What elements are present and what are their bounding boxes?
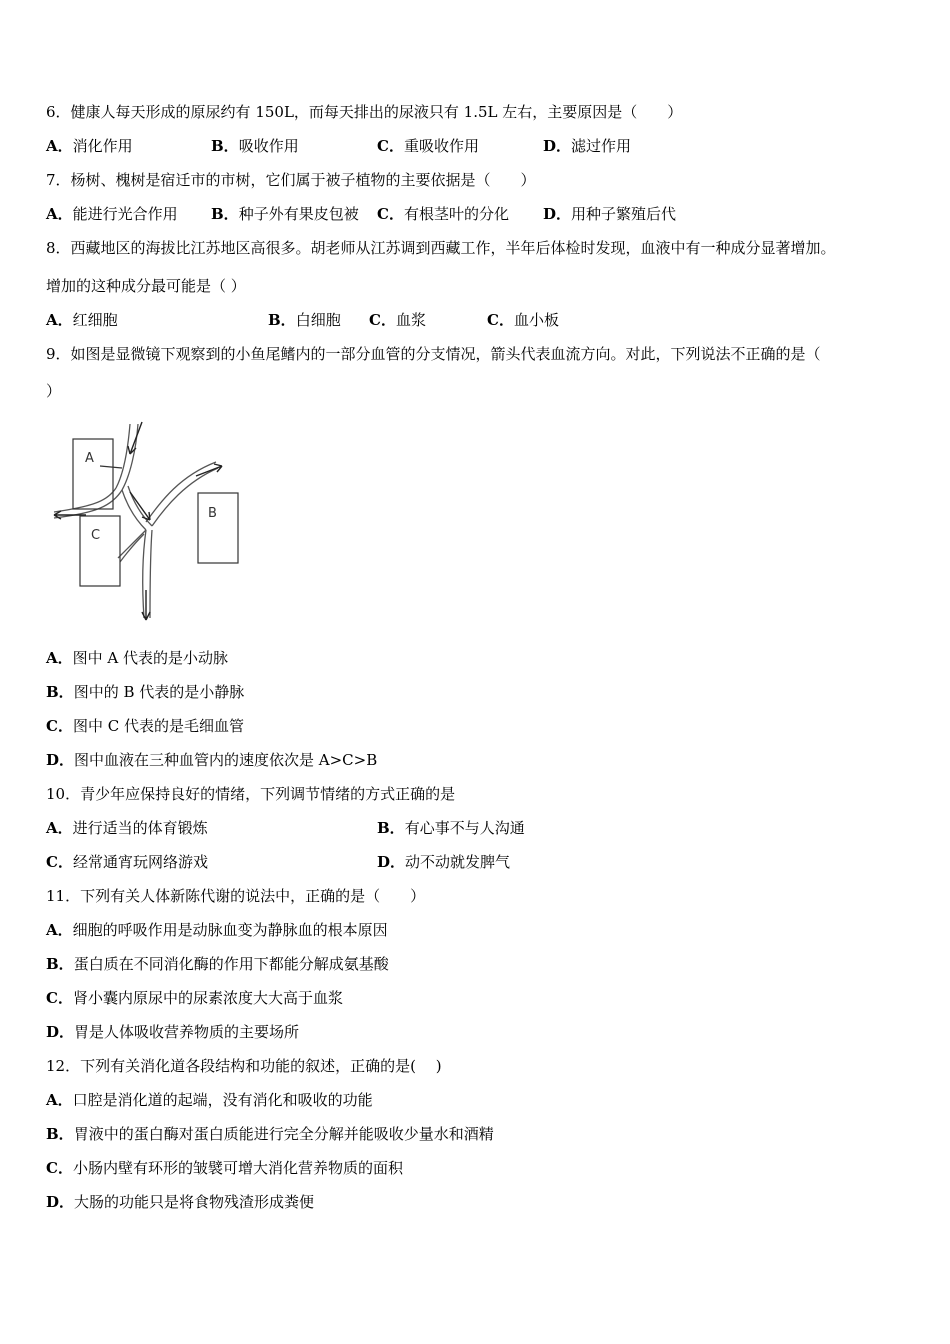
lower-left-branch-wall-2	[120, 534, 144, 562]
q8-option-a[interactable]	[46, 310, 118, 330]
question-9-stem-line-2: ）	[46, 382, 62, 400]
q11-option-d[interactable]	[46, 1022, 299, 1042]
q8-option-c[interactable]	[369, 310, 426, 330]
option-letter: A．	[46, 921, 73, 939]
option-text: 小肠内壁有环形的皱襞可增大消化营养物质的面积	[72, 1159, 403, 1177]
option-text: 大肠的功能只是将食物残渣形成粪便	[74, 1193, 315, 1211]
option-letter: C．	[46, 989, 73, 1007]
option-text: 血小板	[513, 311, 559, 329]
question-8-stem-line-1: 8．西藏地区的海拔比江苏地区高很多。胡老师从江苏调到西藏工作，半年后体检时发现，血液中有一种成分显著增加。	[46, 239, 836, 257]
label-c: C	[91, 528, 101, 543]
upper-vessel-right-wall	[122, 424, 138, 490]
q7-option-a[interactable]	[46, 204, 178, 224]
option-letter: D．	[377, 853, 406, 871]
question-8-stem-line-2: 增加的这种成分最可能是（ ）	[46, 277, 246, 295]
option-text: 进行适当的体育锻炼	[72, 819, 208, 837]
q9-option-c[interactable]	[46, 716, 244, 736]
option-letter: A．	[46, 137, 73, 155]
left-branch-top-wall	[54, 488, 116, 512]
q12-option-d[interactable]	[46, 1192, 314, 1212]
option-text: 图中 C 代表的是毛细血管	[72, 717, 244, 735]
question-10-stem: 10．青少年应保持良好的情绪，下列调节情绪的方式正确的是	[46, 785, 456, 803]
option-letter: B．	[211, 205, 239, 223]
q12-option-c[interactable]	[46, 1158, 403, 1178]
q9-option-a[interactable]	[46, 648, 228, 668]
q11-option-b[interactable]	[46, 954, 389, 974]
option-text: 蛋白质在不同消化酶的作用下都能分解成氨基酸	[73, 955, 389, 973]
lower-vessel-right-wall	[150, 530, 152, 618]
label-a: A	[85, 451, 94, 466]
q10-option-d[interactable]	[377, 852, 510, 872]
option-letter: A．	[46, 205, 73, 223]
option-text: 胃液中的蛋白酶对蛋白质能进行完全分解并能吸收少量水和酒精	[73, 1125, 494, 1143]
q6-option-c[interactable]	[377, 136, 479, 156]
question-7-stem: 7．杨树、槐树是宿迁市的市树，它们属于被子植物的主要依据是（ ）	[46, 171, 536, 189]
option-letter: B．	[377, 819, 405, 837]
q11-option-c[interactable]	[46, 988, 343, 1008]
option-letter: C．	[369, 311, 396, 329]
q7-option-c[interactable]	[377, 204, 509, 224]
q9-option-d[interactable]	[46, 750, 377, 770]
box-b	[198, 493, 238, 563]
option-text: 图中的 B 代表的是小静脉	[73, 683, 245, 701]
option-text: 经常通宵玩网络游戏	[72, 853, 208, 871]
q10-option-a[interactable]	[46, 818, 208, 838]
option-text: 血浆	[395, 311, 426, 329]
option-text: 有心事不与人沟通	[404, 819, 525, 837]
option-letter: D．	[543, 137, 572, 155]
option-letter: D．	[46, 751, 75, 769]
q10-option-c[interactable]	[46, 852, 208, 872]
option-text: 重吸收作用	[403, 137, 479, 155]
option-text: 胃是人体吸收营养物质的主要场所	[74, 1023, 300, 1041]
option-text: 口腔是消化道的起端，没有消化和吸收的功能	[72, 1091, 373, 1109]
blood-vessel-diagram	[46, 418, 246, 623]
question-9-stem-line-1: 9．如图是显微镜下观察到的小鱼尾鳍内的一部分血管的分支情况，箭头代表血流方向。对此，下列说法不正确的是（	[46, 345, 821, 363]
option-letter: A．	[46, 311, 73, 329]
option-letter: C．	[487, 311, 514, 329]
option-text: 图中血液在三种血管内的速度依次是 A>C>B	[74, 751, 378, 769]
option-text: 细胞的呼吸作用是动脉血变为静脉血的根本原因	[72, 921, 388, 939]
q6-option-d[interactable]	[543, 136, 631, 156]
option-letter: D．	[543, 205, 572, 223]
q7-option-d[interactable]	[543, 204, 676, 224]
option-letter: C．	[377, 205, 404, 223]
option-text: 滤过作用	[571, 137, 632, 155]
q9-option-b[interactable]	[46, 682, 244, 702]
option-text: 肾小囊内原尿中的尿素浓度大大高于血浆	[72, 989, 343, 1007]
question-11-stem: 11．下列有关人体新陈代谢的说法中，正确的是（ ）	[46, 887, 426, 905]
option-text: 吸收作用	[238, 137, 299, 155]
q6-option-a[interactable]	[46, 136, 133, 156]
option-text: 红细胞	[72, 311, 118, 329]
option-text: 种子外有果皮包被	[238, 205, 359, 223]
vessel-walls	[54, 424, 218, 618]
option-text: 有根茎叶的分化	[403, 205, 509, 223]
q11-option-a[interactable]	[46, 920, 388, 940]
q6-option-b[interactable]	[211, 136, 299, 156]
q8-option-d[interactable]	[487, 310, 559, 330]
option-letter: A．	[46, 1091, 73, 1109]
option-text: 能进行光合作用	[72, 205, 178, 223]
left-branch-bottom-wall	[54, 490, 122, 518]
option-letter: C．	[377, 137, 404, 155]
option-text: 消化作用	[72, 137, 133, 155]
q8-option-b[interactable]	[268, 310, 341, 330]
option-letter: B．	[46, 1125, 74, 1143]
option-text: 图中 A 代表的是小动脉	[72, 649, 229, 667]
option-letter: A．	[46, 819, 73, 837]
option-text: 用种子繁殖后代	[571, 205, 677, 223]
lower-left-branch-wall-1	[118, 530, 146, 558]
option-letter: C．	[46, 717, 73, 735]
q10-option-b[interactable]	[377, 818, 525, 838]
flow-arrow-center	[130, 492, 150, 520]
option-letter: C．	[46, 853, 73, 871]
box-c	[80, 516, 120, 586]
question-12-stem: 12．下列有关消化道各段结构和功能的叙述，正确的是( )	[46, 1057, 442, 1075]
q12-option-a[interactable]	[46, 1090, 373, 1110]
option-letter: B．	[268, 311, 296, 329]
option-text: 白细胞	[295, 311, 341, 329]
q12-option-b[interactable]	[46, 1124, 494, 1144]
option-letter: B．	[211, 137, 239, 155]
box-a	[73, 439, 113, 509]
option-letter: A．	[46, 649, 73, 667]
label-a-leader	[100, 466, 122, 468]
option-letter: B．	[46, 955, 74, 973]
q7-option-b[interactable]	[211, 204, 359, 224]
label-b: B	[208, 506, 217, 521]
option-letter: D．	[46, 1193, 75, 1211]
option-text: 动不动就发脾气	[405, 853, 511, 871]
option-letter: C．	[46, 1159, 73, 1177]
option-letter: B．	[46, 683, 74, 701]
option-letter: D．	[46, 1023, 75, 1041]
flow-arrow-left-exit	[54, 511, 86, 519]
question-6-stem: 6．健康人每天形成的原尿约有 150L，而每天排出的尿液只有 1.5L 左右，主要原因是（ ）	[46, 103, 683, 121]
